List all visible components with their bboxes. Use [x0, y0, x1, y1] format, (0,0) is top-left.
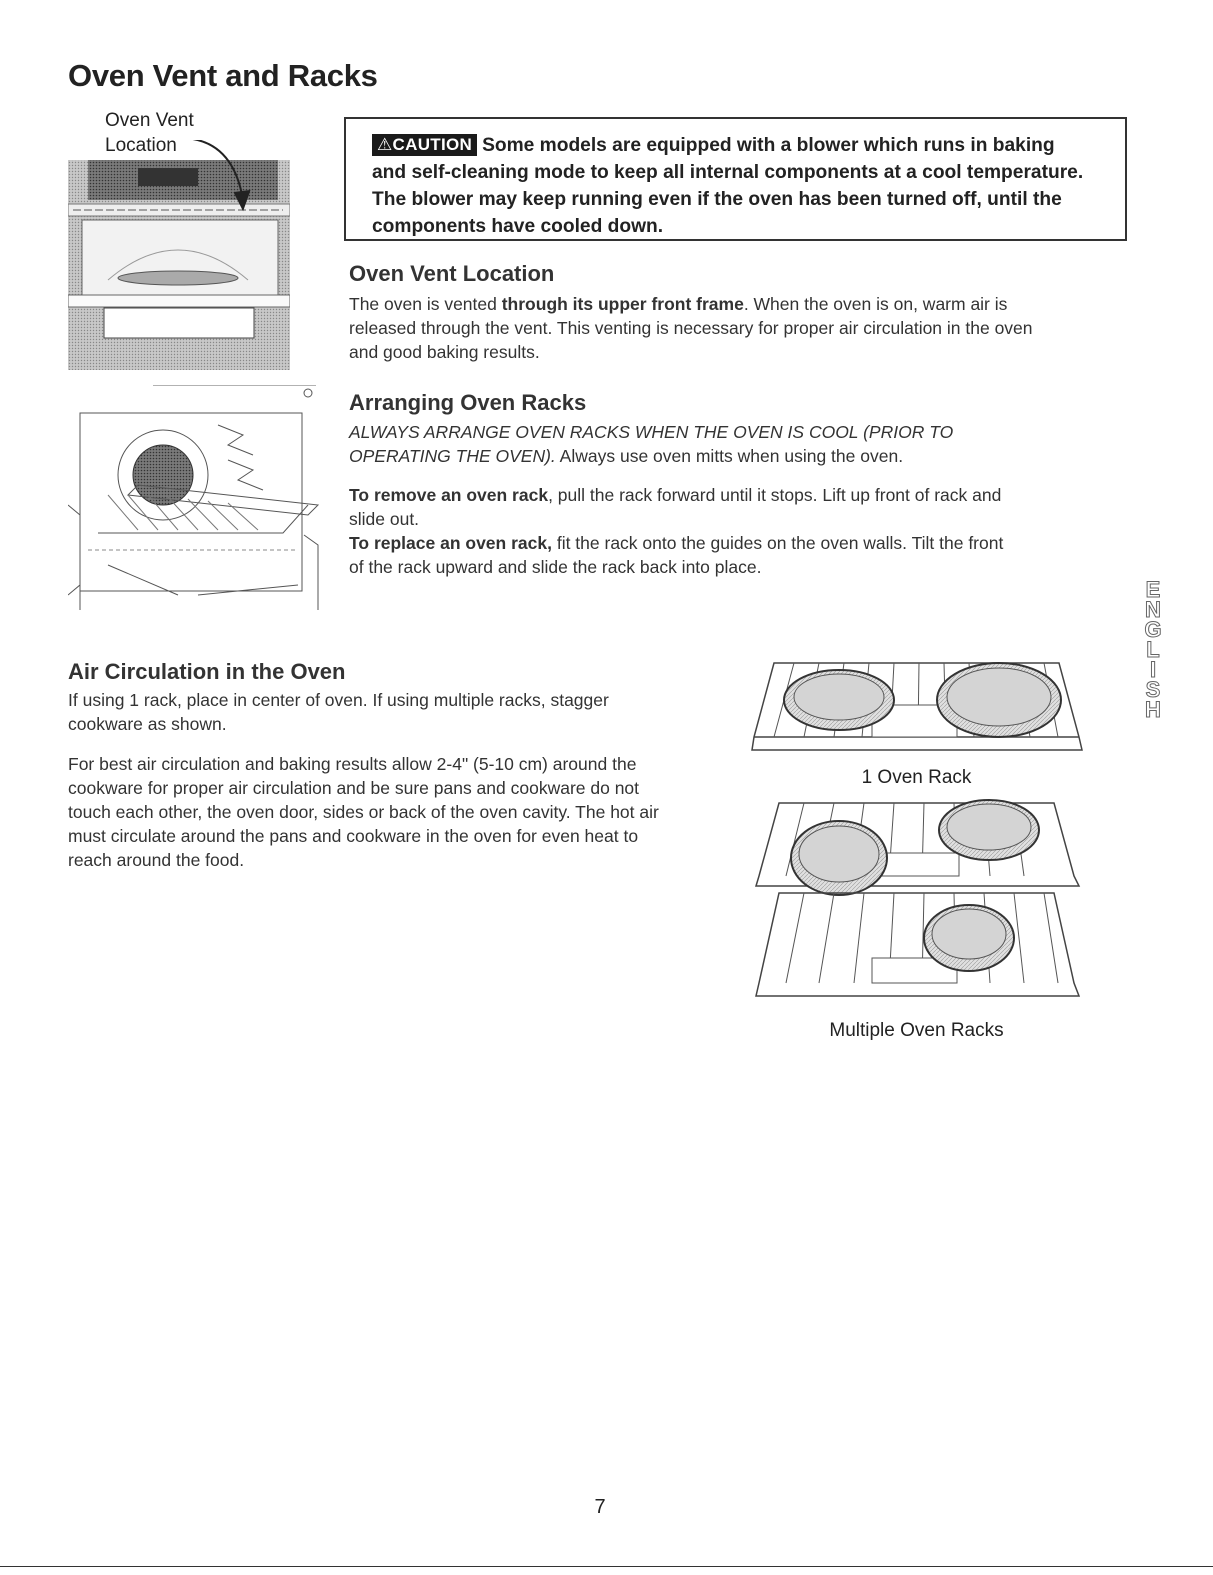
english-side-tab: E N G L I S H	[1144, 577, 1162, 722]
oven-front-illustration	[68, 140, 290, 370]
remove-rack-paragraph: To remove an oven rack, pull the rack forward until it stops. Lift up front of rack and slide out.	[349, 485, 1002, 529]
vent-location-section	[349, 261, 1129, 364]
racks-warning-paragraph: ALWAYS ARRANGE OVEN RACKS WHEN THE OVEN IS COOL (PRIOR TO OPERATING THE OVEN). Always use oven mitts when using the oven.	[349, 422, 954, 466]
multiple-racks-caption: Multiple Oven Racks	[829, 1020, 1004, 1041]
vent-location-paragraph: The oven is vented through its upper front frame. When the oven is on, warm air is released through the vent. This venting is necessary for proper air circulation in the oven and good baking results.	[349, 294, 1033, 362]
bottom-rule	[0, 1566, 1213, 1567]
vent-location-heading: Oven Vent Location	[349, 261, 555, 286]
page-title: Oven Vent and Racks	[68, 58, 378, 93]
single-rack-illustration	[744, 655, 1089, 760]
multiple-racks-illustration	[744, 798, 1089, 1003]
warning-triangle-icon: ⚠	[377, 135, 393, 154]
vent-label-line2: Location	[105, 135, 177, 156]
caution-line4: components have cooled down.	[372, 216, 664, 237]
single-rack-caption: 1 Oven Rack	[861, 767, 972, 788]
replace-rack-paragraph: To replace an oven rack, fit the rack onto the guides on the oven walls. Tilt the front of the rack upward and slide the rack back into place.	[349, 533, 1004, 577]
caution-line1: Some models are equipped with a blower which runs in baking	[482, 135, 1055, 156]
oven-interior-illustration	[68, 385, 320, 610]
caution-line3: The blower may keep running even if the oven has been turned off, until the	[372, 189, 1062, 210]
air-circulation-paragraph2: For best air circulation and baking results allow 2-4" (5-10 cm) around the cookware for proper air circulation and be sure pans and cookware do not touch each other, the oven door, sides or back of the oven cavity. The hot air must circulate around the pans and cookware in the oven for even heat to reach around the food.	[68, 754, 659, 870]
air-circulation-paragraph1: If using 1 rack, place in center of oven. If using multiple racks, stagger cookware as shown.	[68, 690, 609, 734]
caution-line2: and self-cleaning mode to keep all internal components at a cool temperature.	[372, 162, 1084, 183]
arranging-racks-section	[349, 390, 1129, 579]
caution-box	[344, 117, 1127, 241]
vent-label-line1: Oven Vent	[105, 110, 194, 131]
air-circulation-section	[68, 659, 738, 872]
air-circulation-heading: Air Circulation in the Oven	[68, 659, 346, 684]
caution-badge: ⚠CAUTION	[372, 134, 477, 156]
page-number: 7	[594, 1496, 606, 1518]
arranging-racks-heading: Arranging Oven Racks	[349, 390, 587, 415]
